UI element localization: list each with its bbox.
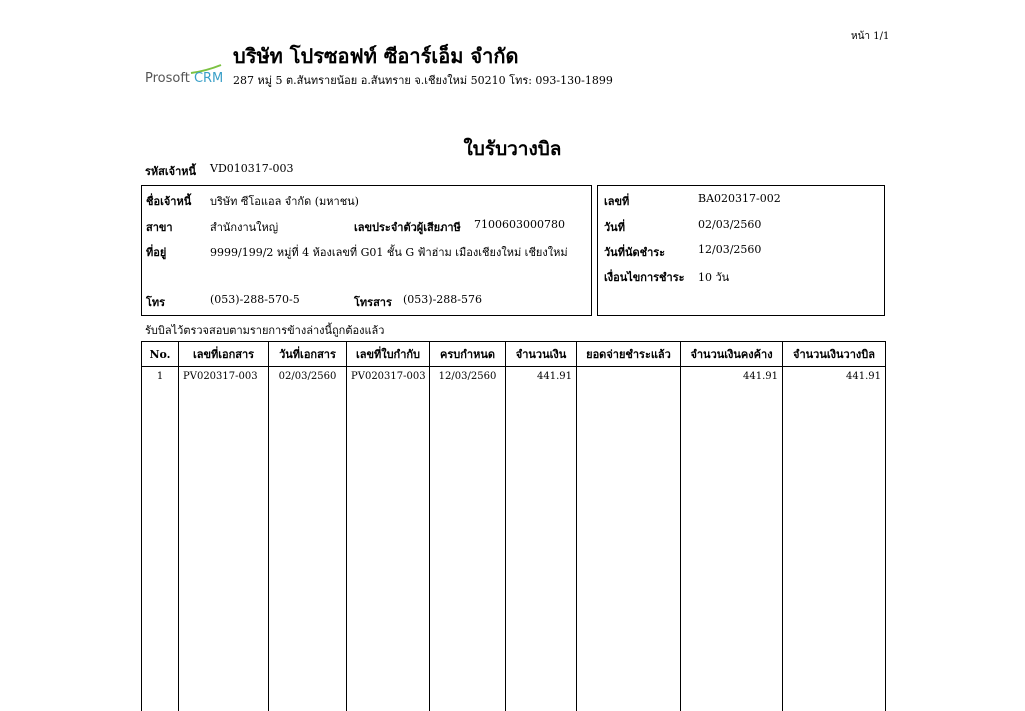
header-amount: จำนวนเงิน <box>506 342 577 367</box>
phone-label: โทร <box>146 293 165 311</box>
company-name: บริษัท โปรซอฟท์ ซีอาร์เอ็ม จำกัด <box>233 40 518 72</box>
receipt-note: รับบิลไว้ตรวจสอบตามรายการข้างล่างนี้ถูกต้องแล้ว <box>145 321 384 339</box>
doc-date-label: วันที่ <box>604 218 625 236</box>
fax-label: โทรสาร <box>354 293 392 311</box>
creditor-code-label: รหัสเจ้าหนี้ <box>145 162 196 180</box>
header-outstanding: จำนวนเงินคงค้าง <box>681 342 783 367</box>
pay-date-label: วันที่นัดชำระ <box>604 243 665 261</box>
creditor-code-value: VD010317-003 <box>210 162 293 175</box>
header-due-date: ครบกำหนด <box>430 342 506 367</box>
cell-no: 1 <box>142 367 179 385</box>
cell-due-date: 12/03/2560 <box>430 367 506 385</box>
header-paid: ยอดจ่ายชำระแล้ว <box>577 342 681 367</box>
table-header-row <box>142 342 886 367</box>
address-label: ที่อยู่ <box>146 243 166 261</box>
taxid-label: เลขประจำตัวผู้เสียภาษี <box>354 218 461 236</box>
terms-value: 10 วัน <box>698 268 729 286</box>
doc-number-value: BA020317-002 <box>698 192 781 205</box>
cell-billed: 441.91 <box>783 367 886 385</box>
document-title: ใบรับวางบิล <box>0 134 1025 164</box>
phone-value: (053)-288-570-5 <box>210 293 300 306</box>
logo-suffix: CRM <box>194 71 223 86</box>
cell-invoice-number: PV020317-003 <box>347 367 430 385</box>
header-no: No. <box>142 342 179 367</box>
cell-outstanding: 441.91 <box>681 367 783 385</box>
table-filler-row <box>142 385 886 711</box>
header-billed: จำนวนเงินวางบิล <box>783 342 886 367</box>
cell-doc-number: PV020317-003 <box>179 367 269 385</box>
doc-number-label: เลขที่ <box>604 192 629 210</box>
items-table <box>141 341 886 711</box>
creditor-name-label: ชื่อเจ้าหนี้ <box>146 192 191 210</box>
creditor-name: บริษัท ซีโอแอล จำกัด (มหาชน) <box>210 192 359 210</box>
header-invoice-number: เลขที่ใบกำกับ <box>347 342 430 367</box>
company-logo <box>145 71 223 86</box>
taxid-value: 7100603000780 <box>474 218 565 231</box>
doc-date-value: 02/03/2560 <box>698 218 761 231</box>
cell-doc-date: 02/03/2560 <box>269 367 347 385</box>
fax-value: (053)-288-576 <box>403 293 482 306</box>
pay-date-value: 12/03/2560 <box>698 243 761 256</box>
cell-amount: 441.91 <box>506 367 577 385</box>
address-value: 9999/199/2 หมู่ที่ 4 ห้องเลขที่ G01 ชั้น G ฟ้าฮ่าม เมืองเชียงใหม่ เชียงใหม่ <box>210 243 568 261</box>
branch-value: สำนักงานใหญ่ <box>210 218 278 236</box>
company-address: 287 หมู่ 5 ต.สันทรายน้อย อ.สันทราย จ.เชียงใหม่ 50210 โทร: 093-130-1899 <box>233 71 613 89</box>
header-doc-date: วันที่เอกสาร <box>269 342 347 367</box>
page-number: หน้า 1/1 <box>851 29 889 44</box>
logo-brand: Prosoft <box>145 71 190 86</box>
branch-label: สาขา <box>146 218 173 236</box>
header-doc-number: เลขที่เอกสาร <box>179 342 269 367</box>
terms-label: เงื่อนไขการชำระ <box>604 268 685 286</box>
cell-paid <box>577 367 681 385</box>
table-row <box>142 367 886 385</box>
